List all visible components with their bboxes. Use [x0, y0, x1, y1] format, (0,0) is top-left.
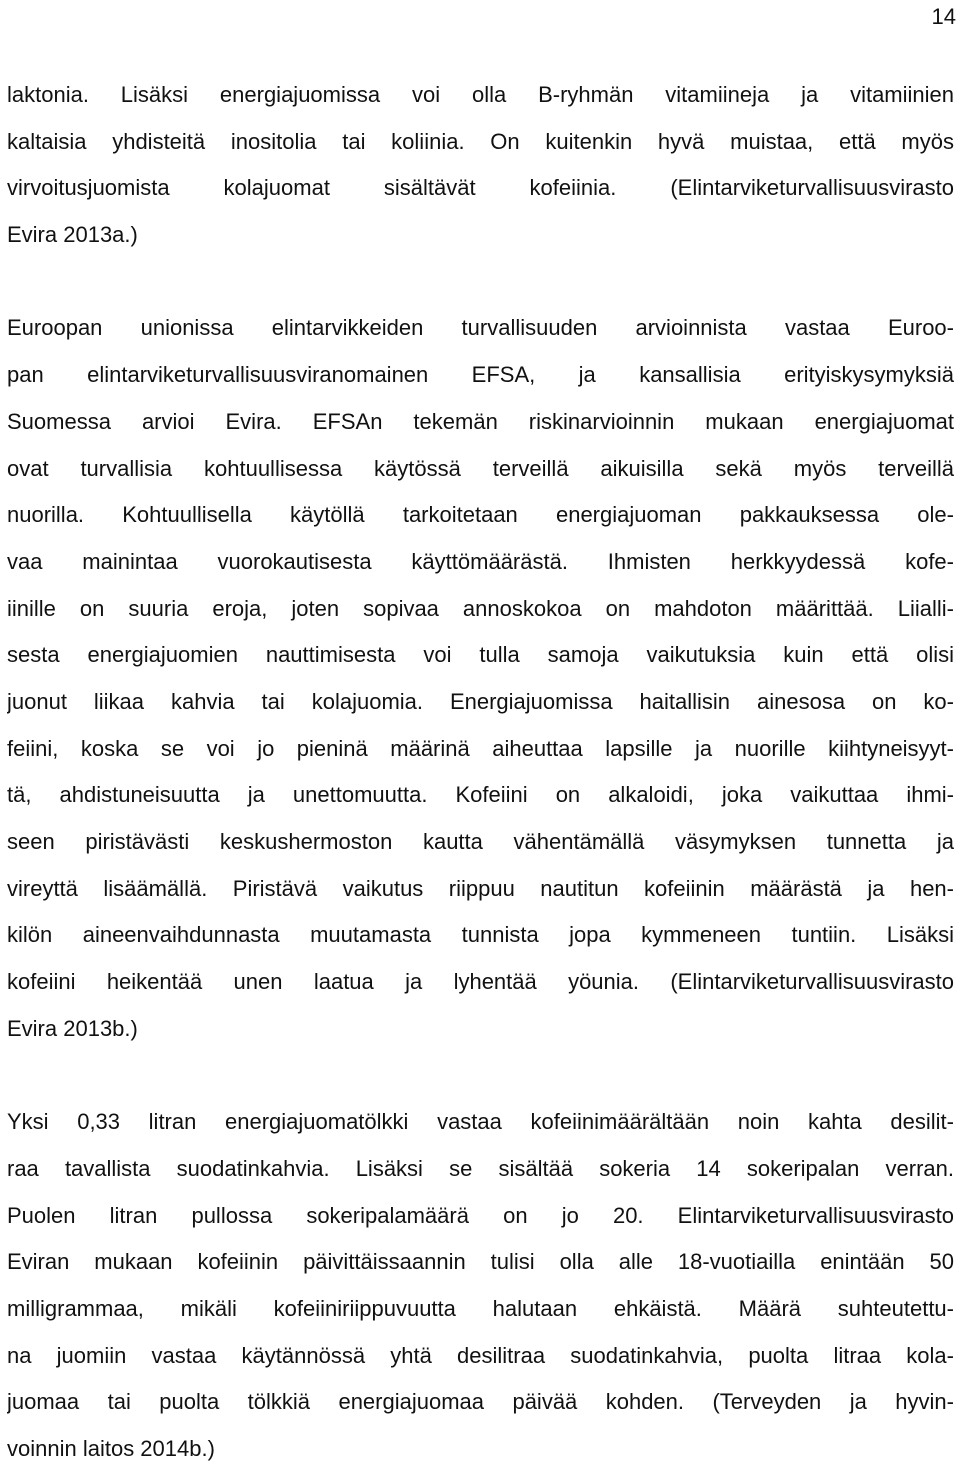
text-line: vaa mainintaa vuorokautisesta käyttömäärästä. Ihmisten herkkyydessä kofe-: [7, 548, 954, 574]
text-line: Yksi 0,33 litran energiajuomatölkki vastaa kofeiinimäärältään noin kahta desilit-: [7, 1109, 954, 1135]
paragraph-gap: [7, 1052, 954, 1099]
text-line: Suomessa arvioi Evira. EFSAn tekemän riskinarvioinnin mukaan energiajuomat: [7, 408, 954, 434]
text-line: milligrammaa, mikäli kofeiiniriippuvuutta halutaan ehkäistä. Määrä suhteutettu-: [7, 1295, 954, 1321]
text-line: Puolen litran pullossa sokeripalamäärä on jo 20. Elintarviketurvallisuusvirasto: [7, 1202, 954, 1228]
text-line: nuorilla. Kohtuullisella käytöllä tarkoitetaan energiajuoman pakkauksessa ole-: [7, 502, 954, 528]
text-line: Eviran mukaan kofeiinin päivittäissaannin tulisi olla alle 18-vuotiailla enintään 50: [7, 1249, 954, 1275]
document-body: [7, 72, 954, 1473]
text-line: sesta energiajuomien nauttimisesta voi tulla samoja vaikutuksia kuin että olisi: [7, 642, 954, 668]
page-number: 14: [931, 4, 956, 29]
text-line: ovat turvallisia kohtuullisessa käytössä terveillä aikuisilla sekä myös terveillä: [7, 455, 954, 481]
text-line: virvoitusjuomista kolajuomat sisältävät kofeiinia. (Elintarviketurvallisuusvirasto: [7, 175, 954, 201]
text-line: Evira 2013a.): [7, 222, 138, 248]
text-line: juomaa tai puolta tölkkiä energiajuomaa päivää kohden. (Terveyden ja hyvin-: [7, 1389, 954, 1415]
text-line: na juomiin vastaa käytännössä yhtä desilitraa suodatinkahvia, puolta litraa kola-: [7, 1342, 954, 1368]
text-line: Euroopan unionissa elintarvikkeiden turvallisuuden arvioinnista vastaa Euroo-: [7, 315, 954, 341]
text-line: vireyttä lisäämällä. Piristävä vaikutus riippuu nautitun kofeiinin määrästä ja hen-: [7, 875, 954, 901]
text-line: tä, ahdistuneisuutta ja unettomuutta. Kofeiini on alkaloidi, joka vaikuttaa ihmi-: [7, 782, 954, 808]
paragraph-gap: [7, 259, 954, 306]
text-line: pan elintarviketurvallisuusviranomainen EFSA, ja kansallisia erityiskysymyksiä: [7, 362, 954, 388]
paragraph-2: [7, 305, 954, 1052]
text-line: seen piristävästi keskushermoston kautta vähentämällä väsymyksen tunnetta ja: [7, 829, 954, 854]
text-line: juonut liikaa kahvia tai kolajuomia. Energiajuomissa haitallisin ainesosa on ko-: [7, 688, 954, 714]
text-line: raa tavallista suodatinkahvia. Lisäksi se sisältää sokeria 14 sokeripalan verran.: [7, 1155, 954, 1181]
text-line: Evira 2013b.): [7, 1015, 138, 1041]
text-line: feiini, koska se voi jo pieninä määrinä aiheuttaa lapsille ja nuorille kiihtyneisyyt-: [7, 735, 954, 761]
text-line: iinille on suuria eroja, joten sopivaa annoskokoa on mahdoton määrittää. Liialli-: [7, 595, 954, 621]
text-line: kofeiini heikentää unen laatua ja lyhentää yöunia. (Elintarviketurvallisuusvirasto: [7, 969, 954, 995]
text-line: kaltaisia yhdisteitä inositolia tai koliinia. On kuitenkin hyvä muistaa, että myös: [7, 128, 954, 154]
text-line: kilön aineenvaihdunnasta muutamasta tunnista jopa kymmeneen tuntiin. Lisäksi: [7, 922, 954, 948]
paragraph-3: [7, 1099, 954, 1473]
text-line: voinnin laitos 2014b.): [7, 1435, 215, 1461]
paragraph-1: [7, 72, 954, 259]
text-line: laktonia. Lisäksi energiajuomissa voi olla B-ryhmän vitamiineja ja vitamiinien: [7, 82, 954, 107]
